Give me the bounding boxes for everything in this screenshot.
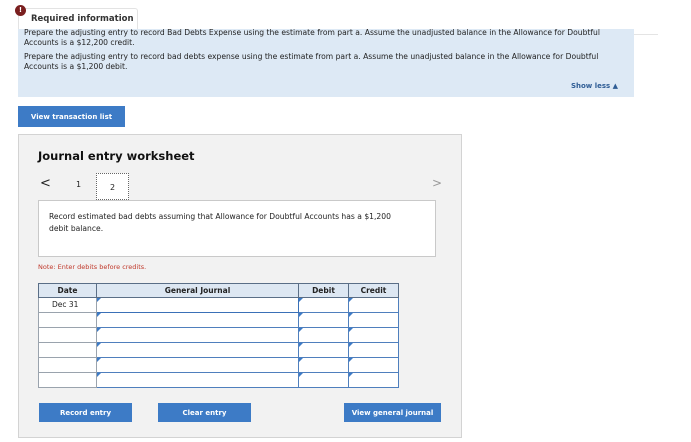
record-entry-button[interactable]: Record entry — [39, 403, 132, 422]
transaction-description: Record estimated bad debts assuming that Allowance for Doubtful Accounts has a $1,200 debit balance. — [49, 212, 391, 233]
view-transaction-list-button[interactable]: View transaction list — [18, 106, 125, 127]
date-cell — [39, 373, 97, 388]
debit-input[interactable] — [299, 343, 349, 358]
table-row — [39, 373, 399, 388]
table-row — [39, 358, 399, 373]
alert-icon: ! — [15, 5, 26, 16]
credit-input[interactable] — [349, 343, 399, 358]
debit-credit-note: Note: Enter debits before credits. — [38, 263, 147, 271]
account-input[interactable] — [97, 328, 299, 343]
date-cell — [39, 313, 97, 328]
worksheet-title: Journal entry worksheet — [38, 149, 195, 163]
transaction-description-box — [38, 200, 436, 257]
credit-column-header: Credit — [349, 284, 399, 298]
table-row — [39, 313, 399, 328]
debit-input[interactable] — [299, 313, 349, 328]
credit-input[interactable] — [349, 358, 399, 373]
table-row — [39, 328, 399, 343]
instruction-line-2: Prepare the adjusting entry to record bad debts expense using the estimate from part a. Assume the unadjusted balance in the Allowance for Doubtful Accounts is a $1,200 debit. — [24, 52, 599, 71]
debit-input[interactable] — [299, 358, 349, 373]
table-row — [39, 298, 399, 313]
debit-input[interactable] — [299, 328, 349, 343]
credit-input[interactable] — [349, 313, 399, 328]
account-input[interactable] — [97, 373, 299, 388]
next-page-arrow-icon[interactable]: > — [432, 176, 443, 190]
journal-table — [38, 283, 399, 388]
date-cell — [39, 343, 97, 358]
previous-page-arrow-icon[interactable]: < — [40, 176, 51, 191]
journal-entry-worksheet — [18, 134, 462, 438]
debit-input[interactable] — [299, 373, 349, 388]
page-tab-1[interactable]: 1 — [76, 180, 82, 189]
general-journal-column-header: General Journal — [97, 284, 299, 298]
instruction-line-1: Prepare the adjusting entry to record Bad Debts Expense using the estimate from part a. Assume the unadjusted balance in the Allowance for Doubtful Accounts is a $12,200 credit. — [24, 29, 600, 47]
page-tab-2[interactable]: 2 — [96, 173, 129, 200]
credit-input[interactable] — [349, 373, 399, 388]
date-cell: Dec 31 — [39, 298, 97, 313]
debit-column-header: Debit — [299, 284, 349, 298]
date-cell — [39, 358, 97, 373]
account-input[interactable] — [97, 313, 299, 328]
journal-header-row — [39, 284, 399, 298]
account-input[interactable] — [97, 343, 299, 358]
required-information-label: Required information — [31, 14, 134, 24]
debit-input[interactable] — [299, 298, 349, 313]
instructions-panel — [18, 29, 634, 97]
credit-input[interactable] — [349, 328, 399, 343]
credit-input[interactable] — [349, 298, 399, 313]
show-less-link[interactable]: Show less ▲ — [570, 82, 618, 90]
clear-entry-button[interactable]: Clear entry — [158, 403, 251, 422]
date-cell — [39, 328, 97, 343]
account-input[interactable] — [97, 358, 299, 373]
table-row — [39, 343, 399, 358]
date-column-header: Date — [39, 284, 97, 298]
view-general-journal-button[interactable]: View general journal — [344, 403, 441, 422]
account-input[interactable] — [97, 298, 299, 313]
required-information-tab[interactable] — [18, 8, 138, 29]
